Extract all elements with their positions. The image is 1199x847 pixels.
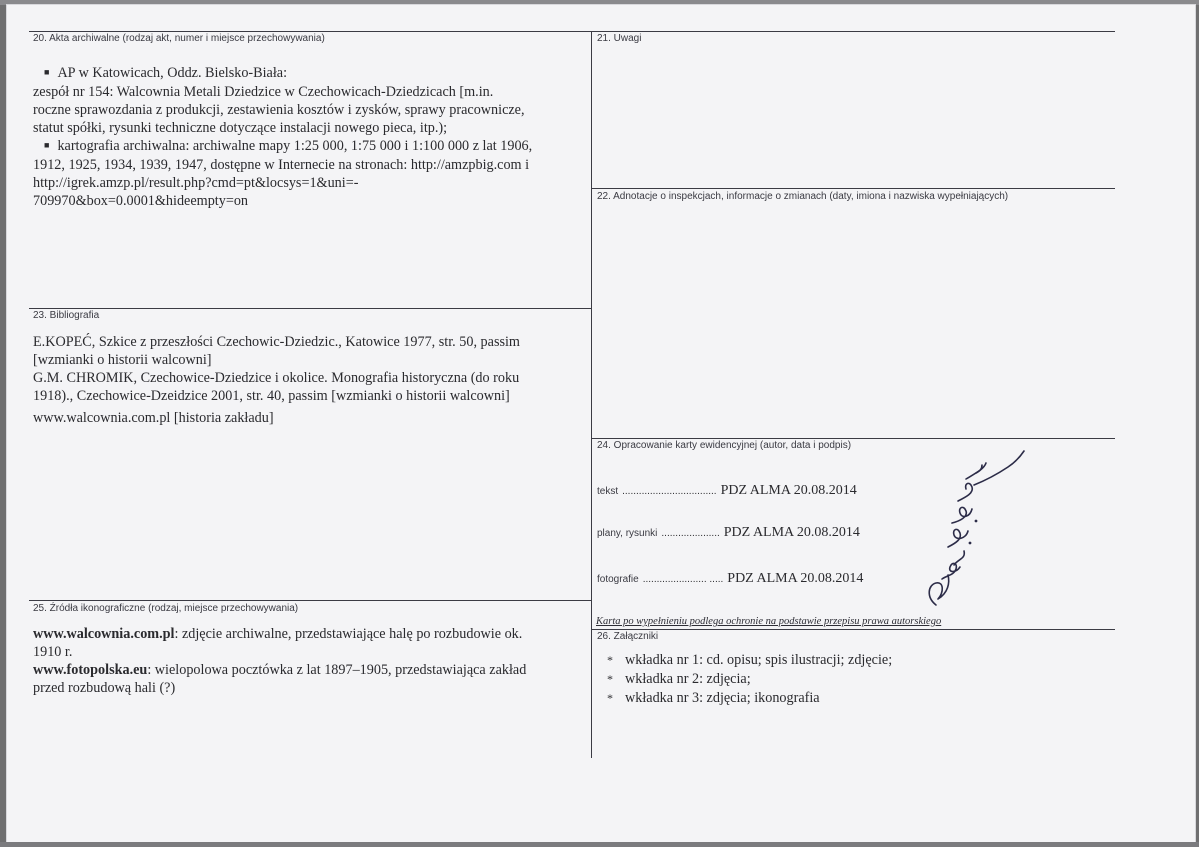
section-23-label: 23. Bibliografia xyxy=(33,310,100,321)
bibliography-entry: www.walcownia.com.pl [historia zakładu] xyxy=(33,410,274,426)
section-21-label: 21. Uwagi xyxy=(597,33,642,44)
list-item: * wkładka nr 2: zdjęcia; xyxy=(607,671,751,687)
archive-location: AP w Katowicach, Oddz. Bielsko-Biała: xyxy=(57,65,288,81)
bibliography-entry: E.KOPEĆ, Szkice z przeszłości Czechowic-Dziedzic., Katowice 1977, str. 50, passim xyxy=(33,334,520,350)
archive-url: http://igrek.amzp.pl/result.php?cmd=pt&locsys=1&uni=- xyxy=(33,175,359,191)
scan-bottom-edge xyxy=(0,842,1199,847)
source-description: 1910 r. xyxy=(33,644,73,660)
credit-text-value: PDZ ALMA 20.08.2014 xyxy=(720,483,857,498)
attachments-list xyxy=(607,651,892,708)
credit-plans-value: PDZ ALMA 20.08.2014 xyxy=(723,525,860,540)
source-description: : wielopolowa pocztówka z lat 1897–1905, przedstawiająca zakład xyxy=(147,662,527,678)
credit-dots: .................................. xyxy=(622,486,717,497)
section-22-label: 22. Adnotacje o inspekcjach, informacje o zmianach (daty, imiona i nazwiska wypełniających) xyxy=(597,191,1009,202)
asterisk-bullet-icon: * xyxy=(607,653,613,667)
credit-plans-row xyxy=(597,523,860,541)
handwritten-signature xyxy=(922,447,1032,617)
archive-line: zespół nr 154: Walcownia Metali Dziedzice w Czechowicach-Dziedzicach [m.in. xyxy=(33,84,494,100)
credit-dots: ....................... ..... xyxy=(642,574,724,585)
top-rule xyxy=(29,31,1115,32)
credit-photos-row xyxy=(597,569,863,587)
section-20-label: 20. Akta archiwalne (rodzaj akt, numer i miejsce przechowywania) xyxy=(33,33,325,44)
credit-photos-value: PDZ ALMA 20.08.2014 xyxy=(727,571,864,586)
asterisk-bullet-icon: * xyxy=(607,691,613,705)
rule-25 xyxy=(29,600,591,601)
section-25-body xyxy=(33,625,526,697)
section-25-label: 25. Źródła ikonograficzne (rodzaj, miejsce przechowywania) xyxy=(33,603,299,614)
column-divider xyxy=(591,31,592,758)
asterisk-bullet-icon: * xyxy=(607,672,613,686)
square-bullet-icon: ■ xyxy=(44,140,50,150)
credit-dots: ..................... xyxy=(661,528,720,539)
source-description: przed rozbudową hali (?) xyxy=(33,680,176,696)
credit-text-row xyxy=(597,481,857,499)
archive-line: roczne sprawozdania z produkcji, zestawienia kosztów i zysków, sprawy pracownicze, xyxy=(33,102,525,118)
bibliography-entry: [wzmianki o historii walcowni] xyxy=(33,352,212,368)
credit-text-label: tekst xyxy=(597,486,619,497)
rule-22 xyxy=(592,188,1115,189)
rule-24 xyxy=(592,438,1115,439)
archive-line: 1912, 1925, 1934, 1939, 1947, dostępne w Internecie na stronach: http://amzpbig.com i xyxy=(33,157,530,173)
archive-line: statut spółki, rysunki techniczne dotyczące instalacji nowego pieca, itp.); xyxy=(33,120,448,136)
credit-plans-label: plany, rysunki xyxy=(597,528,658,539)
section-20-body xyxy=(33,64,532,210)
square-bullet-icon: ■ xyxy=(44,67,50,77)
bibliography-entry: G.M. CHROMIK, Czechowice-Dziedzice i okolice. Monografia historyczna (do roku xyxy=(33,370,520,386)
archive-url: 709970&box=0.0001&hideempty=on xyxy=(33,193,249,209)
list-item: * wkładka nr 1: cd. opisu; spis ilustracji; zdjęcie; xyxy=(607,652,893,668)
copyright-note: Karta po wypełnieniu podlega ochronie na podstawie przepisu prawa autorskiego xyxy=(596,616,942,627)
source-link: www.fotopolska.eu xyxy=(33,662,148,678)
rule-23 xyxy=(29,308,591,309)
bibliography-entry: 1918)., Czechowice-Dzeidzice 2001, str. 40, passim [wzmianki o historii walcowni] xyxy=(33,388,510,404)
rule-26 xyxy=(592,629,1115,630)
section-23-body xyxy=(33,333,520,427)
section-26-label: 26. Załączniki xyxy=(597,631,659,642)
list-item: * wkładka nr 3: zdjęcia; ikonografia xyxy=(607,690,820,706)
source-description: : zdjęcie archiwalne, przedstawiające halę po rozbudowie ok. xyxy=(174,626,523,642)
section-24-label: 24. Opracowanie karty ewidencyjnej (autor, data i podpis) xyxy=(597,440,852,451)
credit-photos-label: fotografie xyxy=(597,574,639,585)
source-link: www.walcownia.com.pl xyxy=(33,626,175,642)
archive-line: kartografia archiwalna: archiwalne mapy 1:25 000, 1:75 000 i 1:100 000 z lat 1906, xyxy=(57,138,533,154)
